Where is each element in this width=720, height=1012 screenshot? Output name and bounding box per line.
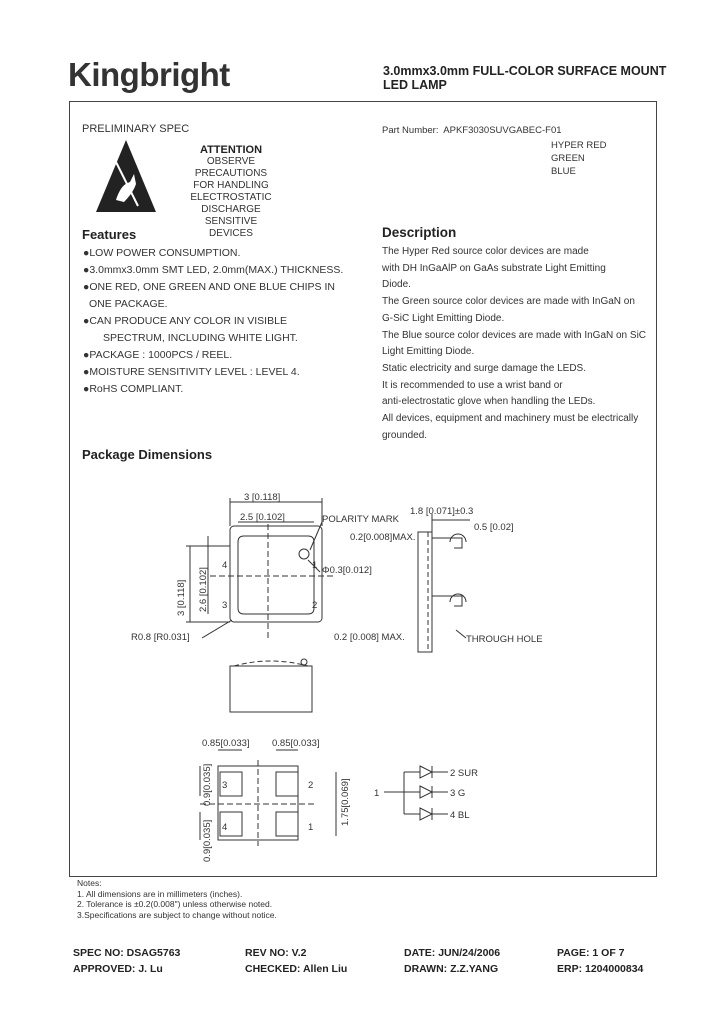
polarity-mark-label: POLARITY MARK [322, 514, 399, 525]
part-color: HYPER RED [551, 140, 607, 151]
drawn-by: DRAWN: Z.Z.YANG [404, 963, 499, 975]
description-line: The Green source color devices are made with InGaN on [382, 296, 635, 308]
feature-item: ●CAN PRODUCE ANY COLOR IN VISIBLE [83, 315, 287, 327]
note-line: 2. Tolerance is ±0.2(0.008") unless otherwise noted. [77, 899, 273, 909]
part-colors [551, 139, 606, 178]
side-view-body [418, 532, 432, 652]
pad-label: 3 [222, 780, 228, 791]
note-line: 1. All dimensions are in millimeters (inches). [77, 888, 243, 899]
dim-pad-right: 0.85[0.033] [272, 738, 320, 749]
pad-label: 4 [222, 822, 228, 833]
description-line: Diode. [382, 279, 411, 291]
description-line: The Blue source color devices are made with InGaN on SiC [382, 329, 647, 341]
circuit-pin: 4 BL [450, 810, 470, 821]
pad-2 [276, 772, 298, 796]
dim-width-total: 3 [0.118] [244, 492, 281, 503]
description-line: All devices, equipment and machinery must be electrically [382, 413, 639, 425]
part-color: GREEN [551, 153, 585, 164]
note-line: 3.Specifications are subject to change without notice. [77, 909, 277, 920]
top-view-outline [230, 526, 322, 622]
dim-radius: R0.8 [R0.031] [131, 632, 190, 643]
dim-pad-total: 1.75[0.069] [340, 778, 351, 826]
top-view-lens [238, 536, 314, 614]
title-line-2: LED LAMP [383, 78, 447, 92]
part-color: BLUE [551, 166, 576, 177]
pin-label: 4 [222, 560, 228, 571]
dim-pad-left: 0.85[0.033] [202, 738, 250, 749]
feature-item: ●3.0mmx3.0mm SMT LED, 2.0mm(MAX.) THICKNESS. [83, 264, 344, 276]
pin-label: 3 [222, 600, 228, 611]
kingbright-logo: Kingbright [68, 56, 230, 93]
part-number-value: APKF3030SUVGABEC-F01 [443, 125, 562, 136]
date: DATE: JUN/24/2006 [404, 947, 501, 959]
attention-line: DEVICES [209, 228, 253, 239]
notes-title: Notes: [77, 878, 102, 888]
dim-height-inner: 2.6 [0.102] [198, 567, 209, 612]
dim-side-gap: 0.5 [0.02] [474, 522, 514, 533]
preliminary-spec: PRELIMINARY SPEC [82, 123, 190, 135]
description-line: The Hyper Red source color devices are made [382, 246, 589, 257]
approved-by: APPROVED: J. Lu [73, 963, 163, 975]
dim-side-thickness: 1.8 [0.071]±0.3 [410, 506, 474, 517]
feature-item: ●ONE RED, ONE GREEN AND ONE BLUE CHIPS IN [83, 281, 335, 293]
attention-line: OBSERVE PRECAUTIONS [194, 156, 268, 179]
package-dimensions-heading: Package Dimensions [82, 447, 213, 462]
description-line: Static electricity and surge damage the LEDS. [382, 362, 586, 374]
circuit-pin: 1 [374, 788, 380, 799]
attention-line: SENSITIVE [204, 216, 258, 227]
pad-label: 1 [308, 822, 314, 833]
dim-pad-h2: 0.9[0.035] [202, 819, 213, 862]
attention-title: ATTENTION [199, 144, 263, 156]
feature-item: ●PACKAGE : 1000PCS / REEL. [83, 349, 233, 361]
part-number-label: Part Number: [382, 125, 439, 136]
through-hole-label: THROUGH HOLE [466, 634, 543, 645]
front-view-body [230, 666, 312, 712]
dim-pad-h1: 0.9[0.035] [202, 763, 213, 806]
attention-box [170, 144, 292, 240]
feature-item: SPECTRUM, INCLUDING WHITE LIGHT. [103, 332, 298, 344]
checked-by: CHECKED: Allen Liu [245, 963, 348, 975]
attention-line: ELECTROSTATIC [190, 192, 272, 203]
feature-item: ●LOW POWER CONSUMPTION. [83, 247, 241, 259]
dim-height-total: 3 [0.118] [176, 579, 187, 616]
description-line: with DH InGaAlP on GaAs substrate Light Emitting [382, 262, 606, 274]
features-list [83, 245, 343, 398]
description-line: grounded. [382, 429, 428, 441]
pin-label: 1 [312, 560, 318, 571]
pad-1 [276, 812, 298, 836]
erp-number: ERP: 1204000834 [557, 963, 644, 975]
feature-item: ●RoHS COMPLIANT. [83, 383, 184, 395]
feature-item: ONE PACKAGE. [89, 298, 168, 310]
part-number-row [382, 125, 562, 136]
dim-phi: Φ0.3[0.012] [322, 565, 372, 576]
document-title [383, 64, 666, 92]
attention-line: DISCHARGE [201, 204, 261, 215]
description-line: It is recommended to use a wrist band or [382, 379, 563, 391]
package-dimensions-drawing [70, 480, 656, 870]
description-line: anti-electrostatic glove when handling the LEDs. [382, 396, 596, 408]
circuit-pin: 3 G [450, 788, 466, 799]
notes [77, 878, 277, 920]
description-body [382, 244, 652, 444]
dim-bottom-max: 0.2 [0.008] MAX. [334, 632, 405, 643]
revision-number: REV NO: V.2 [245, 947, 307, 959]
polarity-hole [299, 549, 309, 559]
spec-number: SPEC NO: DSAG5763 [73, 947, 181, 959]
pin-label: 2 [312, 600, 318, 611]
description-line: G-SiC Light Emitting Diode. [382, 312, 505, 324]
page-number: PAGE: 1 OF 7 [557, 947, 625, 959]
description-heading: Description [382, 225, 457, 240]
dim-side-max: 0.2[0.008]MAX. [350, 532, 416, 543]
attention-line: FOR HANDLING [193, 180, 269, 191]
title-line-1: 3.0mmx3.0mm FULL-COLOR SURFACE MOUNT [383, 64, 667, 78]
dim-width-inner: 2.5 [0.102] [240, 512, 285, 523]
circuit-pin: 2 SUR [450, 768, 478, 779]
features-heading: Features [82, 227, 137, 242]
feature-item: ●MOISTURE SENSITIVITY LEVEL : LEVEL 4. [83, 366, 300, 378]
description-line: Light Emitting Diode. [382, 346, 475, 358]
esd-warning-icon [94, 138, 158, 216]
pad-label: 2 [308, 780, 314, 791]
